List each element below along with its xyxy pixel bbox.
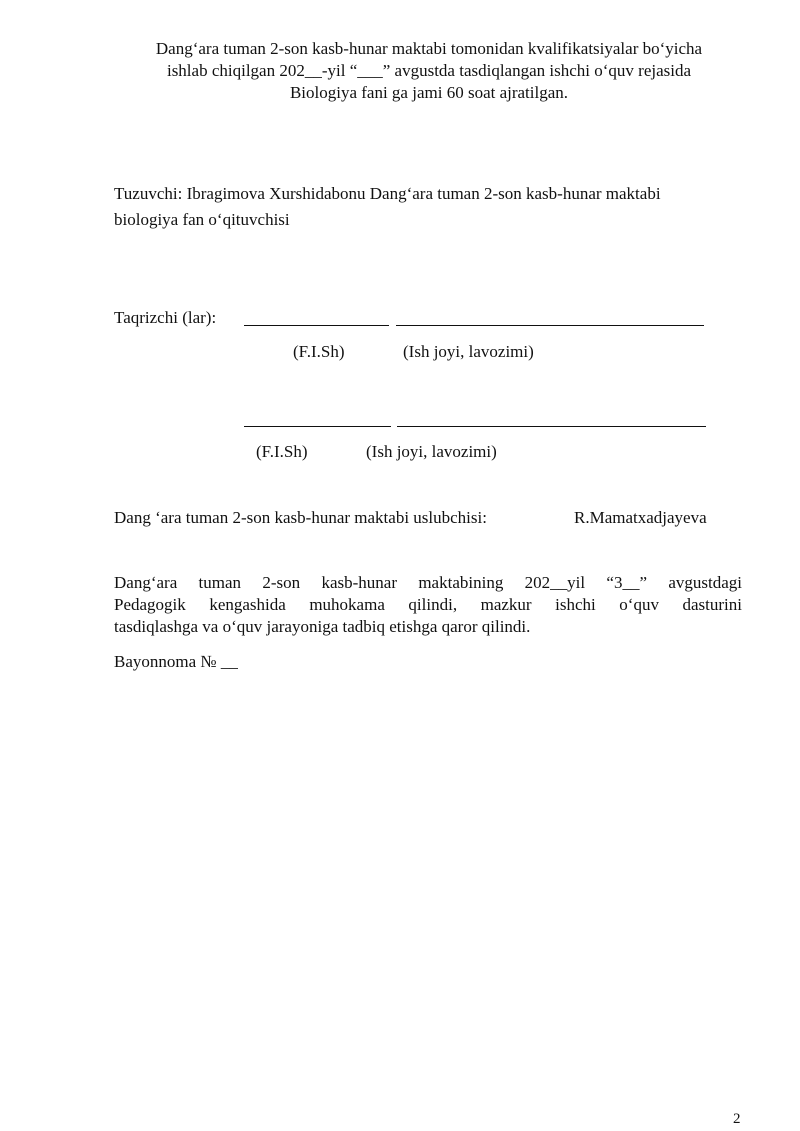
decision-line-1: Dang‘ara tuman 2-son kasb-hunar maktabining 202__yil “3__” avgustdagi [114, 573, 742, 592]
reviewer-1-position-caption: (Ish joyi, lavozimi) [403, 342, 534, 361]
reviewer-2-name-caption: (F.I.Sh) [256, 442, 308, 461]
reviewer-2-position-line [397, 426, 706, 427]
author-line-1: Tuzuvchi: Ibragimova Xurshidabonu Dang‘ara tuman 2-son kasb-hunar maktabi [114, 184, 661, 203]
page-number: 2 [733, 1111, 741, 1127]
reviewer-1-name-caption: (F.I.Sh) [293, 342, 345, 361]
council-decision-paragraph [114, 572, 742, 638]
protocol-number: Bayonnoma № __ [114, 652, 238, 671]
intro-paragraph [112, 38, 746, 104]
decision-line-2: Pedagogik kengashida muhokama qilindi, mazkur ishchi o‘quv dasturini [114, 595, 742, 614]
intro-line-2: ishlab chiqilgan 202__-yil “___” avgustda tasdiqlangan ishchi o‘quv rejasida [166, 61, 692, 80]
reviewer-2-name-line [244, 426, 391, 427]
methodist-name: R.Mamatxadjayeva [574, 508, 707, 527]
reviewer-1-name-line [244, 325, 389, 326]
author-paragraph [114, 181, 744, 233]
reviewers-label: Taqrizchi (lar): [114, 308, 217, 327]
methodist-label: Dang ‘ara tuman 2-son kasb-hunar maktabi uslubchisi: [114, 508, 487, 527]
reviewer-1-position-line [396, 325, 704, 326]
decision-line-3: tasdiqlashga va o‘quv jarayoniga tadbiq etishga qaror qilindi. [114, 617, 531, 636]
reviewer-2-position-caption: (Ish joyi, lavozimi) [366, 442, 497, 461]
intro-line-3: Biologiya fani ga jami 60 soat ajratilgan. [289, 83, 569, 102]
author-line-2: biologiya fan o‘qituvchisi [114, 210, 290, 229]
intro-line-1: Dang‘ara tuman 2-son kasb-hunar maktabi tomonidan kvalifikatsiyalar bo‘yicha [155, 39, 703, 58]
